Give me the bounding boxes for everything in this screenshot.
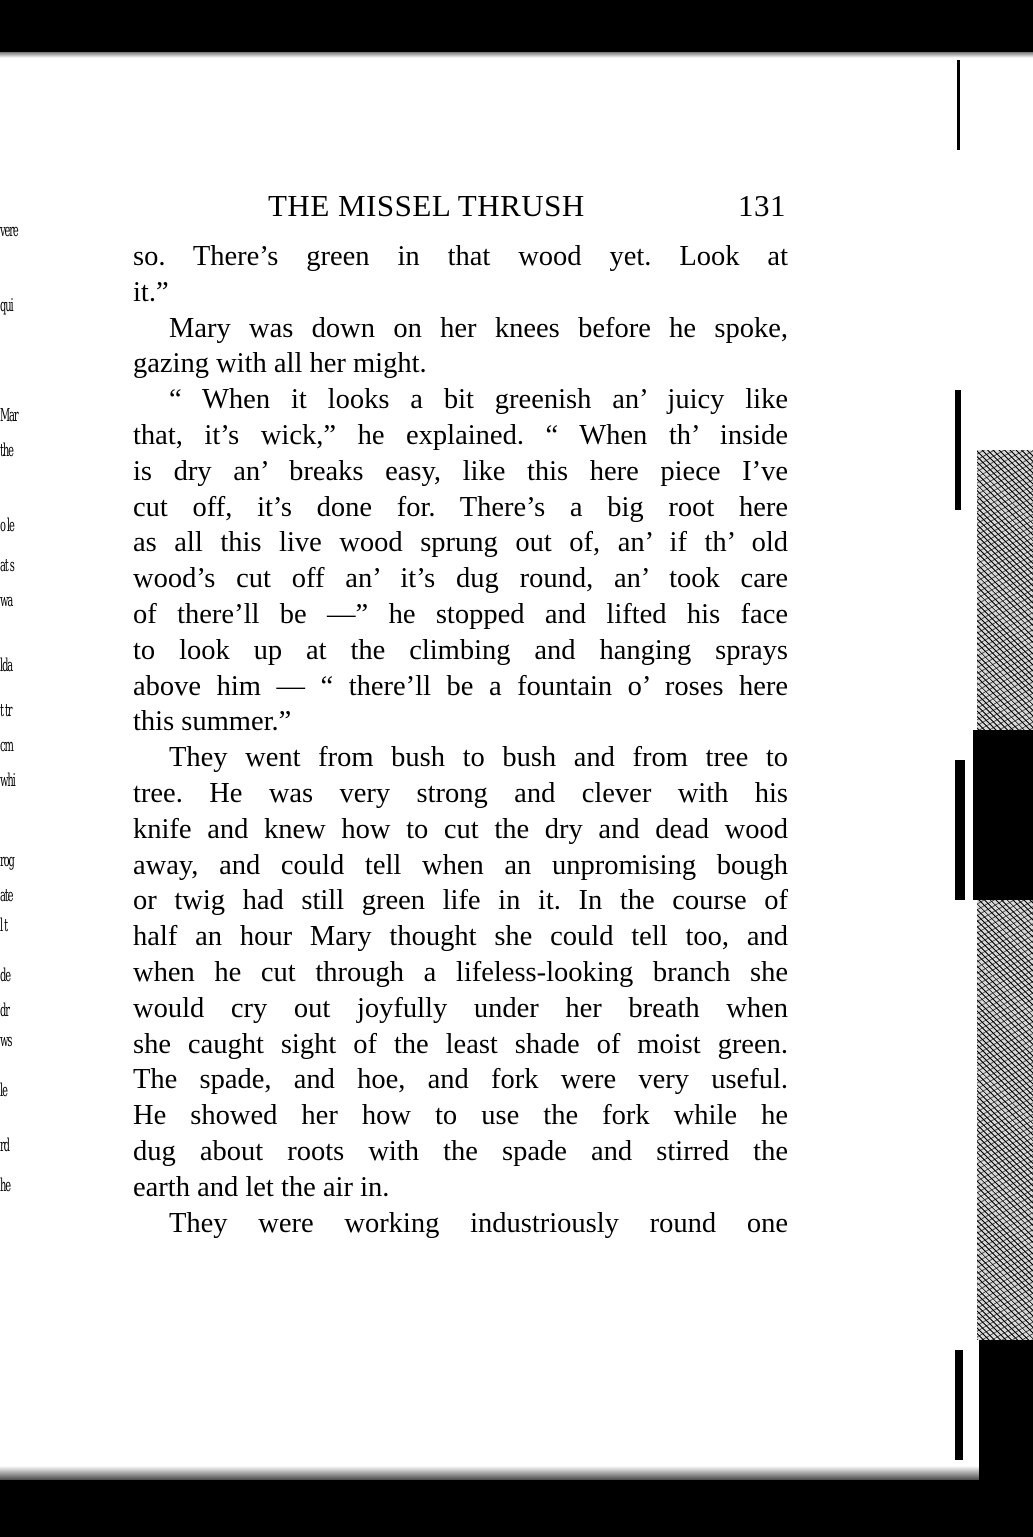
text-line: it.”: [133, 276, 169, 308]
margin-fragment: l t: [0, 915, 7, 936]
text-line: when he cut through a lifeless-looking branch she: [133, 956, 788, 988]
edge-speckle: [977, 450, 1033, 740]
text-line: to look up at the climbing and hanging sprays: [133, 634, 788, 666]
edge-speckle: [977, 900, 1033, 1340]
text-line: above him — “ there’ll be a fountain o’ roses here: [133, 670, 788, 702]
margin-fragment: dr: [0, 1000, 9, 1021]
margin-fragment: rog: [0, 850, 14, 871]
facing-page-fragments: [0, 200, 40, 1300]
text-line: or twig had still green life in it. In the course of: [133, 885, 788, 917]
edge-bar: [973, 730, 1033, 900]
text-line: as all this live wood sprung out of, an’ if th’ old: [133, 527, 788, 559]
margin-fragment: rd: [0, 1135, 9, 1156]
margin-fragment: t tr: [0, 700, 12, 721]
text-line: Mary was down on her knees before he spoke,: [169, 312, 788, 344]
margin-fragment: cm: [0, 735, 13, 756]
text-line: so. There’s green in that wood yet. Look at: [133, 241, 788, 272]
text-line: dug about roots with the spade and stirred the: [133, 1135, 788, 1167]
margin-fragment: lda: [0, 655, 13, 676]
margin-fragment: qui: [0, 295, 13, 316]
edge-bar: [979, 1340, 1033, 1480]
margin-fragment: Mar: [0, 405, 18, 426]
text-line: this summer.”: [133, 706, 292, 738]
margin-fragment: whi: [0, 770, 15, 791]
text-line: He showed her how to use the fork while he: [133, 1100, 788, 1132]
edge-line: [957, 60, 960, 150]
margin-fragment: o le: [0, 515, 14, 536]
running-head: [133, 188, 788, 228]
scan-border-right: [955, 60, 1033, 1480]
edge-line: [955, 760, 965, 900]
margin-fragment: ws: [0, 1030, 12, 1051]
margin-fragment: he: [0, 1175, 11, 1196]
edge-line: [955, 390, 961, 510]
text-line: earth and let the air in.: [133, 1171, 390, 1203]
margin-fragment: the: [0, 440, 13, 461]
text-line: gazing with all her might.: [133, 348, 427, 380]
scan-border-top-edge: [0, 40, 1033, 58]
text-line: of there’ll be —” he stopped and lifted his face: [133, 598, 788, 630]
margin-fragment: de: [0, 965, 11, 986]
page-number: 131: [738, 188, 786, 223]
text-line: would cry out joyfully under her breath when: [133, 992, 788, 1024]
margin-fragment: wa: [0, 590, 13, 611]
scan-border-bottom: [0, 1480, 1033, 1537]
text-line: The spade, and hoe, and fork were very useful.: [133, 1064, 788, 1096]
margin-fragment: at s: [0, 555, 14, 576]
text-line: knife and knew how to cut the dry and dead wood: [133, 813, 788, 845]
text-line: away, and could tell when an unpromising bough: [133, 849, 788, 881]
text-line: is dry an’ breaks easy, like this here piece I’ve: [133, 455, 788, 487]
text-line: she caught sight of the least shade of moist green.: [133, 1028, 788, 1060]
page-text-block: [133, 188, 788, 1241]
margin-fragment: le: [0, 1080, 7, 1101]
text-line: “ When it looks a bit greenish an’ juicy like: [169, 384, 788, 416]
text-line: They were working industriously round one: [169, 1207, 788, 1239]
text-line: half an hour Mary thought she could tell too, and: [133, 921, 788, 953]
text-line: that, it’s wick,” he explained. “ When th’ inside: [133, 419, 788, 451]
running-head-title: THE MISSEL THRUSH: [268, 188, 585, 223]
text-line: cut off, it’s done for. There’s a big root here: [133, 491, 788, 523]
margin-fragment: vere: [0, 220, 18, 241]
text-line: They went from bush to bush and from tree to: [169, 742, 788, 774]
text-line: wood’s cut off an’ it’s dug round, an’ took care: [133, 563, 788, 595]
text-line: tree. He was very strong and clever with his: [133, 777, 788, 809]
body-text: [133, 239, 788, 1241]
edge-line: [955, 1350, 963, 1460]
margin-fragment: ate: [0, 885, 13, 906]
